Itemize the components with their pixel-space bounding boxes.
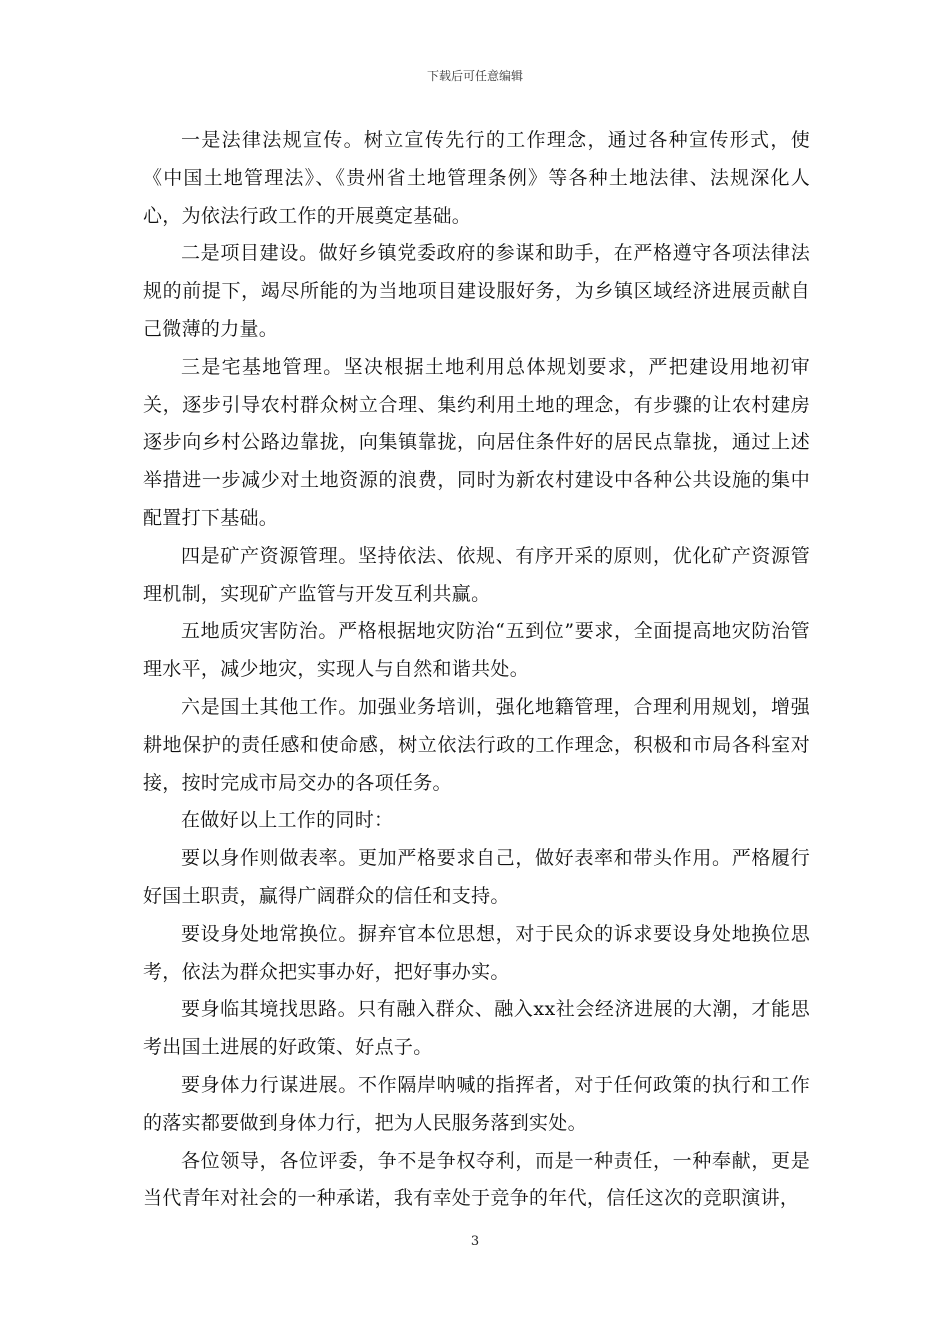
paragraph: 五地质灾害防治。严格根据地灾防治“五到位”要求，全面提高地灾防治管理水平，减少地灾，实现人与自然和谐共处。 [143, 620, 810, 681]
document-body [143, 122, 810, 1218]
paragraph: 要身体力行谋进展。不作隔岸呐喊的指挥者，对于任何政策的执行和工作的落实都要做到身体力行，把为人民服务落到实处。 [143, 1073, 810, 1134]
paragraph: 四是矿产资源管理。坚持依法、依规、有序开采的原则，优化矿产资源管理机制，实现矿产监管与开发互利共赢。 [143, 544, 810, 605]
paragraph: 二是项目建设。做好乡镇党委政府的参谋和助手，在严格遵守各项法律法规的前提下，竭尽所能的为当地项目建设服好务，为乡镇区域经济进展贡献自己微薄的力量。 [143, 242, 810, 340]
paragraph: 要以身作则做表率。更加严格要求自己，做好表率和带头作用。严格履行好国土职责，赢得广阔群众的信任和支持。 [143, 847, 810, 907]
paragraph: 三是宅基地管理。坚决根据土地利用总体规划要求，严把建设用地初审关，逐步引导农村群众树立合理、集约利用土地的理念，有步骤的让农村建房逐步向乡村公路边靠拢，向集镇靠拢，向居住条件好的居民点靠拢，通过上述举措进一步减少对土地资源的浪费，同时为新农村建设中各种公共设施的集中配置打下基础。 [143, 355, 810, 529]
page-header: 下载后可任意编辑 [426, 69, 523, 83]
paragraph: 各位领导，各位评委，争不是争权夺利，而是一种责任，一种奉献，更是当代青年对社会的一种承诺，我有幸处于竞争的年代，信任这次的竞职演讲， [143, 1149, 810, 1210]
paragraph: 六是国土其他工作。加强业务培训，强化地籍管理，合理利用规划，增强耕地保护的责任感和使命感，树立依法行政的工作理念，积极和市局各科室对接，按时完成市局交办的各项任务。 [143, 695, 810, 794]
page-number: 3 [470, 1234, 480, 1249]
paragraph: 在做好以上工作的同时： [181, 809, 394, 832]
paragraph: 要身临其境找思路。只有融入群众、融入xx社会经济进展的大潮，才能思考出国土进展的好政策、好点子。 [143, 998, 810, 1059]
paragraph: 一是法律法规宣传。树立宣传先行的工作理念，通过各种宣传形式，使《中国土地管理法》、《贵州省土地管理条例》等各种土地法律、法规深化人心，为依法行政工作的开展奠定基础。 [143, 129, 810, 227]
paragraph: 要设身处地常换位。摒弃官本位思想，对于民众的诉求要设身处地换位思考，依法为群众把实事办好，把好事办实。 [143, 922, 810, 983]
